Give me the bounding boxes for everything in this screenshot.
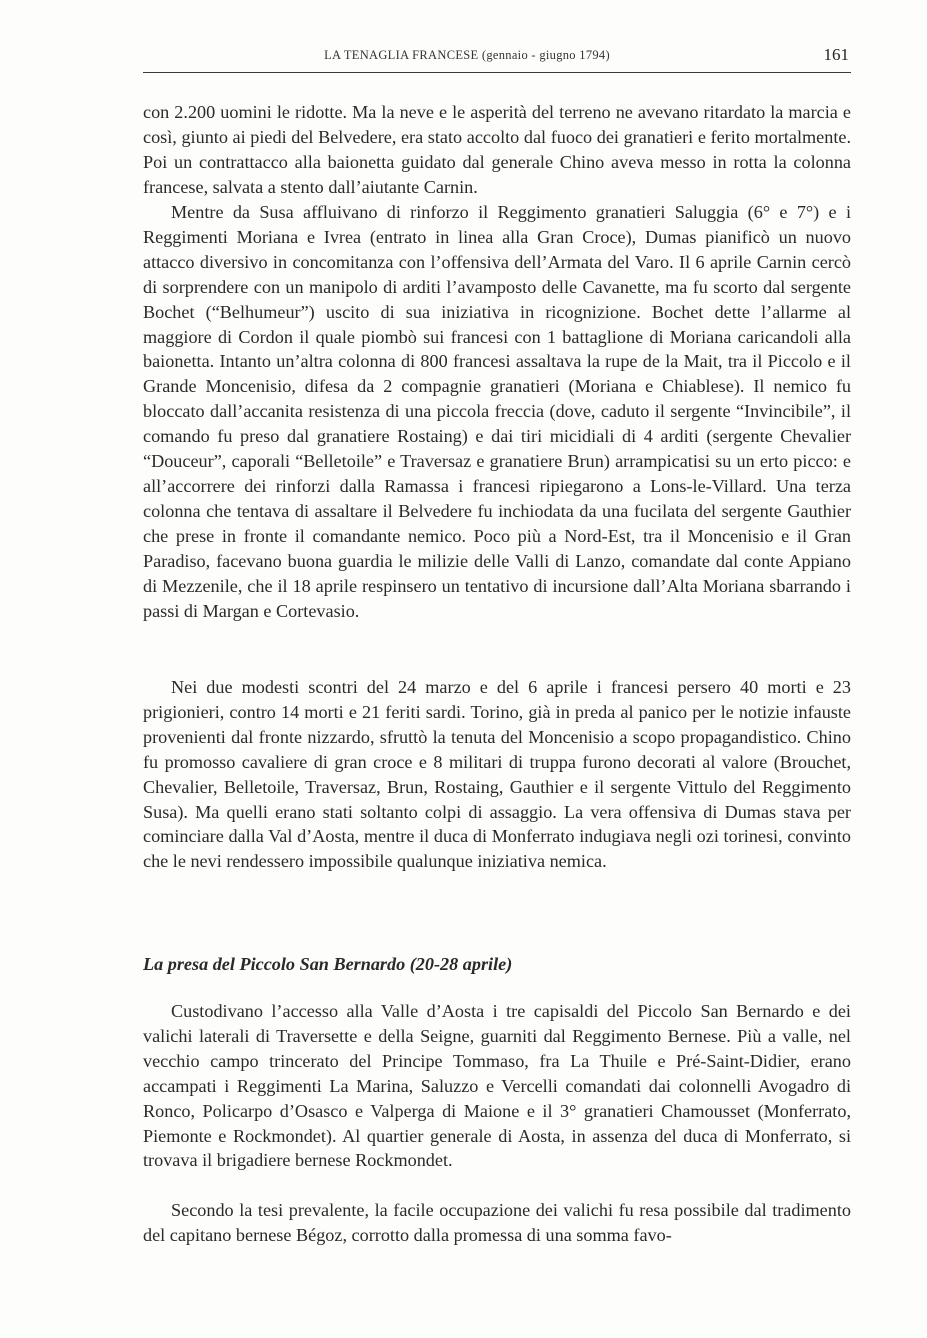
paragraph-susa-reinforcements: Mentre da Susa affluivano di rinforzo il Reggimento granatieri Saluggia (6° e 7°) e i Reggimenti Moriana e Ivrea (entrato in linea alla Gran Croce), Dumas pianificò un nuovo attacco diversivo in concomitanza con l’offensiva dell’Armata del Varo. Il 6 aprile Carnin cercò di sorprendere con un manipolo di arditi l’avamposto delle Cavanette, ma fu scorto dal sergente Bochet (“Belhumeur”) uscito di sua iniziativa in ricognizione. Bochet dette l’allarme al maggiore di Cordon il quale piombò sui francesi con 1 battaglione di Moriana caricandoli alla baionetta. Intanto un’altra colonna di 800 francesi assaltava la rupe de la Mait, tra il Piccolo e il Grande Moncenisio, difesa da 2 compagnie granatieri (Moriana e Chiablese). Il nemico fu bloccato dall’accanita resistenza di una piccola freccia (dove, caduto il sergente “Invincibile”, il comando fu preso dal granatiere Rostaing) e dai tiri micidiali di 4 arditi (sergente Chevalier “Douceur”, caporali “Belletoile” e Traversaz e granatiere Brun) arrampicatisi su un erto picco: e all’accorrere dei rinforzi dalla Ramassa i francesi ripiegarono a Lons-le-Villard. Una terza colonna che tentava di assaltare il Belvedere fu inchiodata da una fucilata del sergente Gauthier che prese in fronte il comandante nemico. Poco più a Nord-Est, tra il Moncenisio e il Gran Paradiso, facevano buona guardia le milizie delle Valli di Lanzo, comandate dal conte Appiano di Mezzenile, che il 18 aprile respinsero un tentativo di incursione dall’Alta Moriana sbarrando i passi di Margan e Cortevasio. bbox=[143, 202, 851, 621]
paragraph-block-3 bbox=[143, 675, 851, 874]
paragraph-continued: con 2.200 uomini le ridotte. Ma la neve e le asperità del terreno ne avevano ritardato la marcia e così, giunto ai piedi del Belvedere, era stato accolto dal fuoco dei granatieri e ferito mortalmente. Poi un contrattacco alla baionetta guidato dal generale Chino aveva messo in rotta la colonna francese, salvata a stento dall’aiutante Carnin. bbox=[143, 102, 851, 197]
paragraph-block-2 bbox=[143, 200, 851, 623]
paragraph-begoz-betrayal: Secondo la tesi prevalente, la facile occupazione dei valichi fu resa possibile dal tradimento del capitano bernese Bégoz, corrotto dalla promessa di una somma favo- bbox=[143, 1200, 851, 1245]
paragraph-block-4 bbox=[143, 999, 851, 1173]
section-title: La presa del Piccolo San Bernardo (20-28 aprile) bbox=[143, 954, 513, 974]
paragraph-block-5 bbox=[143, 1198, 851, 1248]
page-number: 161 bbox=[823, 45, 849, 64]
paragraph-aosta-defenses: Custodivano l’accesso alla Valle d’Aosta i tre capisaldi del Piccolo San Bernardo e dei valichi laterali di Traversette e della Seigne, guarniti dal Reggimento Bernese. Più a valle, nel vecchio campo trincerato del Principe Tommaso, fra La Thuile e Pré-Saint-Didier, erano accampati i Reggimenti La Marina, Saluzzo e Vercelli comandati dai colonnelli Avogadro di Ronco, Policarpo d’Osasco e Valperga di Maione e il 3° granatieri Chamousset (Monferrato, Piemonte e Rockmondet). Al quartier generale di Aosta, in assenza del duca di Monferrato, si trovava il brigadiere bernese Rockmondet. bbox=[143, 1001, 851, 1171]
paragraph-skirmish-results: Nei due modesti scontri del 24 marzo e del 6 aprile i francesi persero 40 morti e 23 prigionieri, contro 14 morti e 21 feriti sardi. Torino, già in preda al panico per le notizie infauste provenienti dal fronte nizzardo, sfruttò la tenuta del Moncenisio a scopo propagandistico. Chino fu promosso cavaliere di gran croce e 8 militari di truppa furono decorati al valore (Brouchet, Chevalier, Belletoile, Traversaz, Brun, Rostaing, Gauthier e il sergente Vittulo del Reggimento Susa). Ma quelli erano stati soltanto colpi di assaggio. La vera offensiva di Dumas stava per cominciare dalla Val d’Aosta, mentre il duca di Monferrato indugiava negli ozi torinesi, convinto che le nevi rendessero impossibile qualunque iniziativa nemica. bbox=[143, 677, 851, 872]
page-header bbox=[143, 44, 851, 73]
running-head: LA TENAGLIA FRANCESE (gennaio - giugno 1794) bbox=[324, 48, 610, 62]
paragraph-block-1 bbox=[143, 100, 851, 200]
